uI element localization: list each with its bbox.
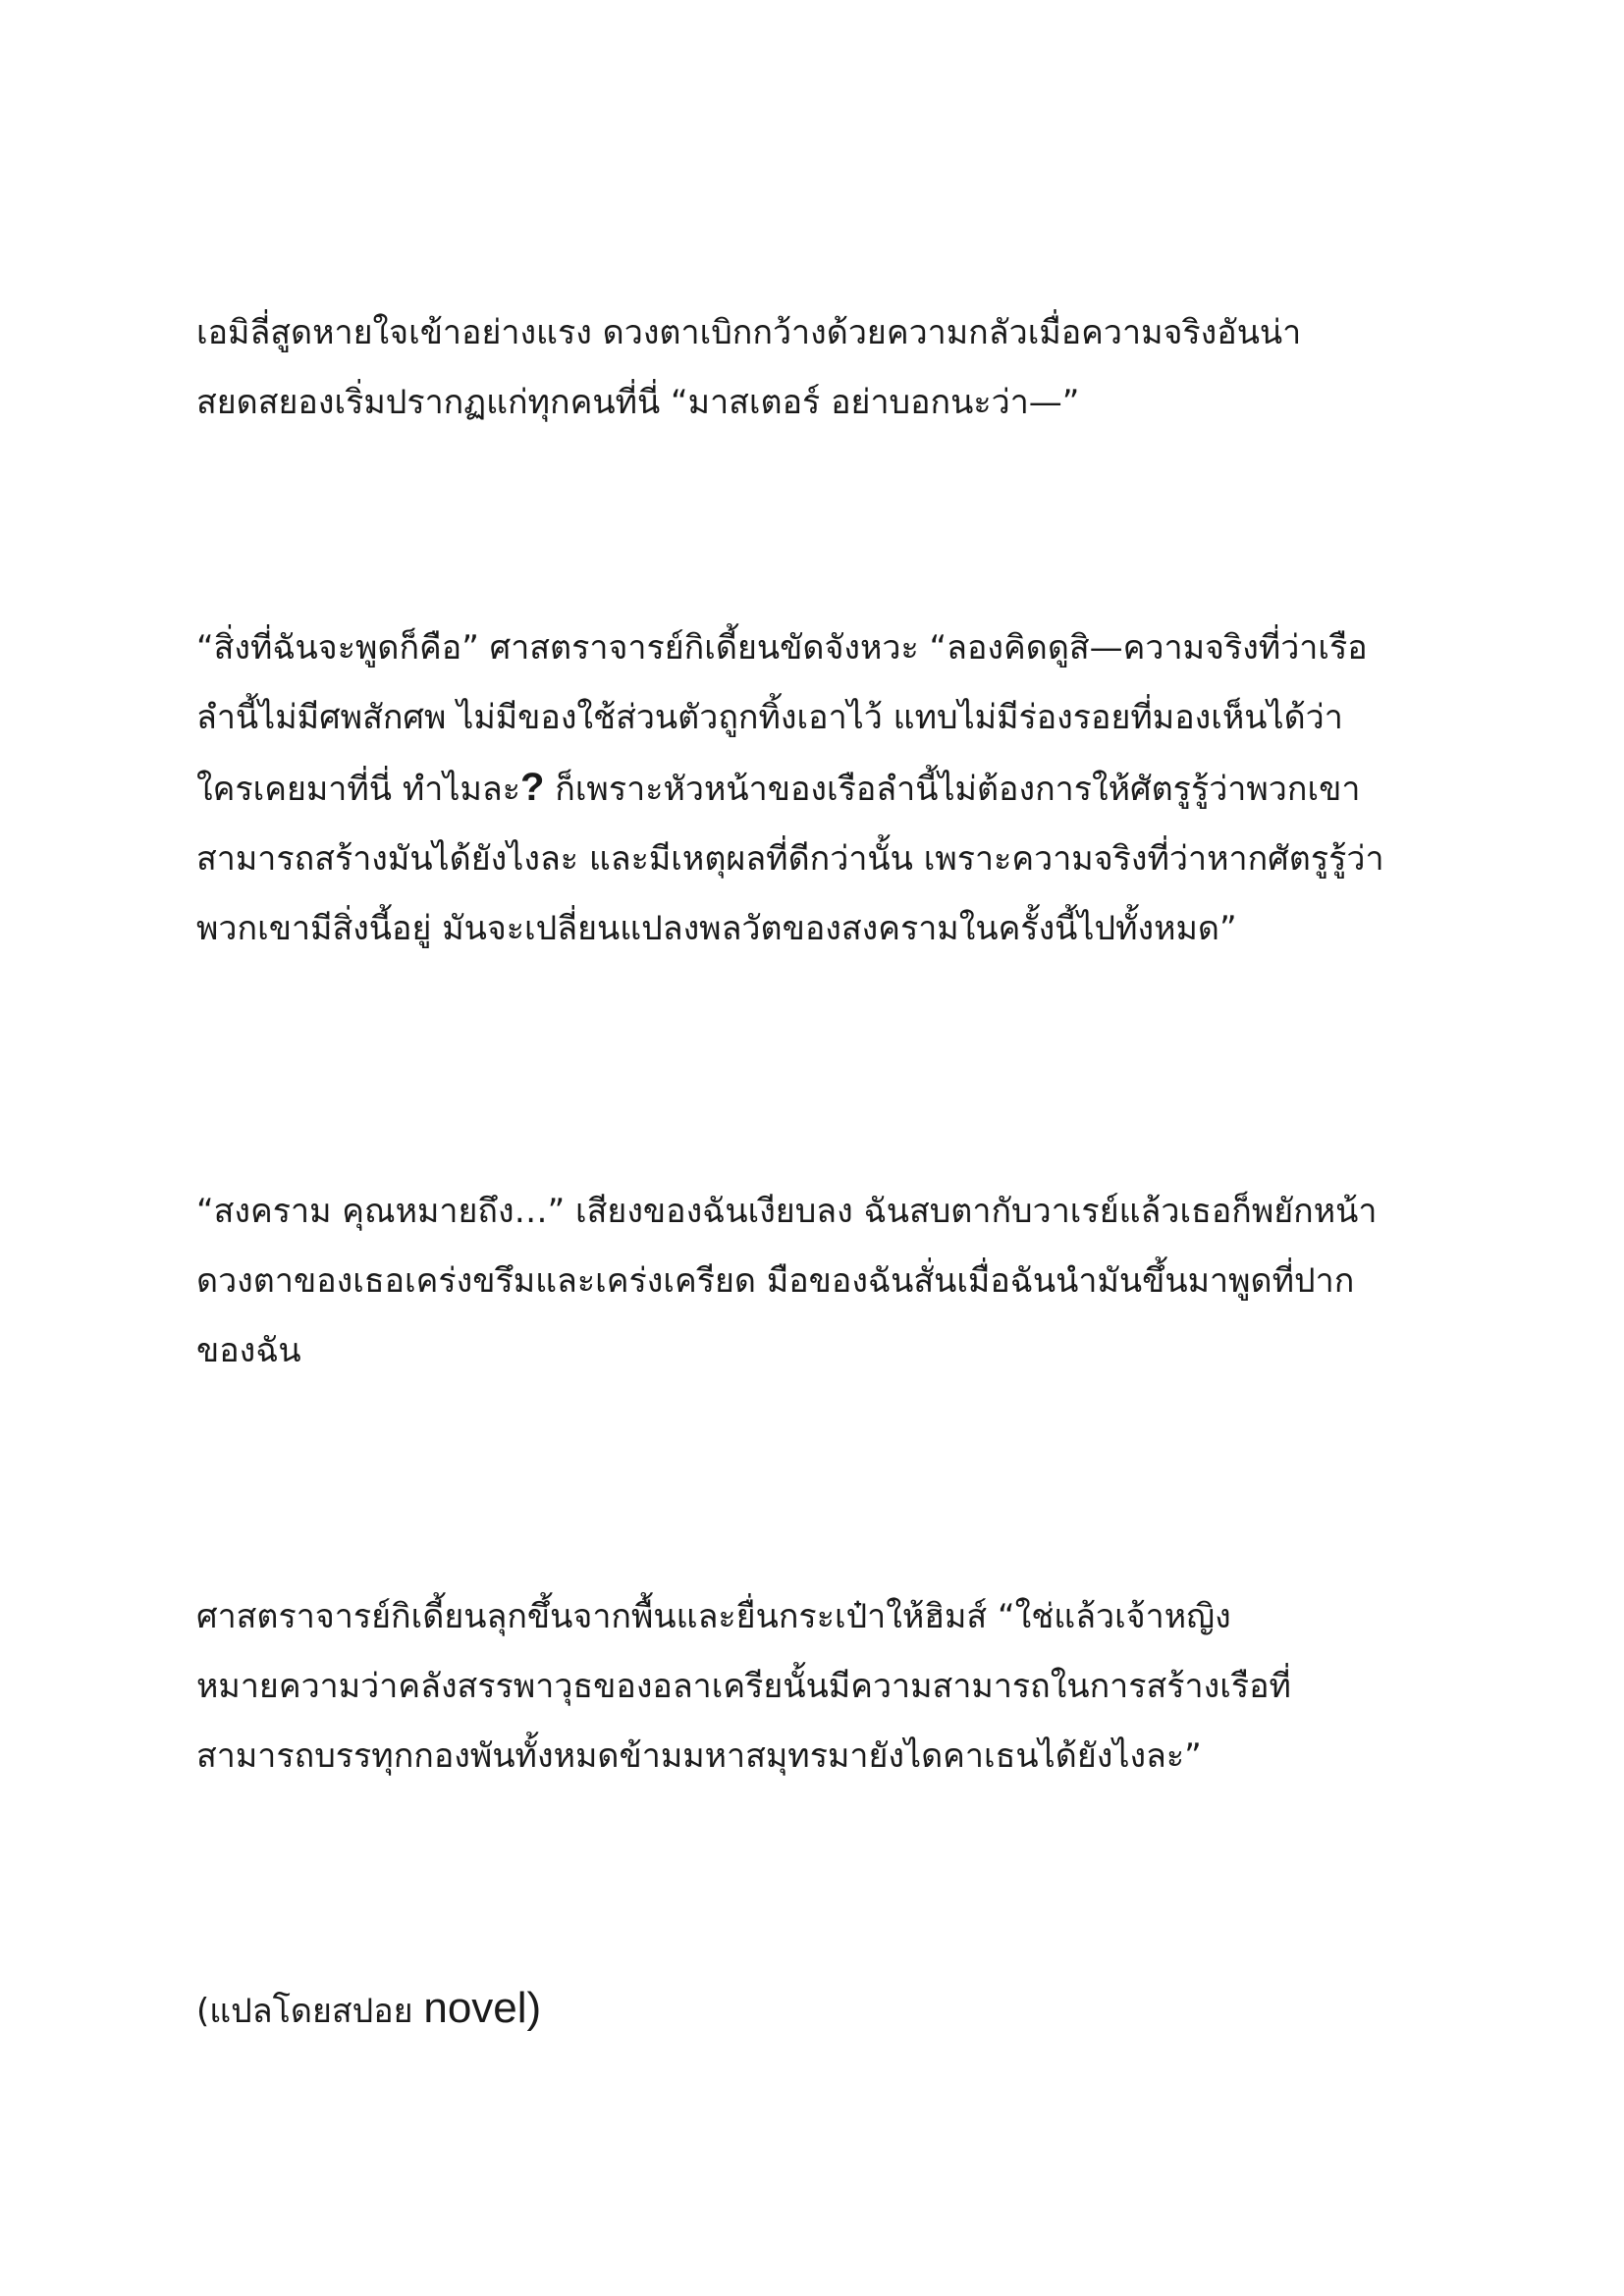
paragraph-4: [196, 1582, 1463, 1791]
paragraph-3: [196, 1177, 1463, 1386]
paragraph-4-line-3: สามารถบรรทุกกองพันทั้งหมดข้ามมหาสมุทรมายังไดคาเธนได้ยังไงละ”: [196, 1736, 1202, 1776]
paragraph-3-line-2: ดวงตาของเธอเคร่งขรึมและเคร่งเครียด มือของฉันสั่นเมื่อฉันนำมันขึ้นมาพูดที่ปาก: [196, 1261, 1355, 1301]
translator-credit-prefix: (แปลโดยสปอย: [196, 1992, 424, 2031]
question-mark: ?: [519, 766, 545, 809]
paragraph-2: [196, 614, 1463, 964]
paragraph-4-line-2: หมายความว่าคลังสรรพาวุธของอลาเครียนั้นมีความสามารถในการสร้างเรือที่: [196, 1667, 1291, 1706]
paragraph-2-line-5: พวกเขามีสิ่งนี้อยู่ มันจะเปลี่ยนแปลงพลวัตของสงครามในครั้งนี้ไปทั้งหมด”: [196, 909, 1237, 948]
translator-credit-line: [196, 1973, 1463, 2047]
paragraph-2-line-3: [196, 753, 1463, 825]
paragraph-3-line-1: “สงคราม คุณหมายถึง…” เสียงของฉันเงียบลง ฉันสบตากับวาเรย์แล้วเธอก็พยักหน้า: [196, 1192, 1378, 1231]
paragraph-1-line-2: สยดสยองเริ่มปรากฏแก่ทุกคนที่นี่ “มาสเตอร์ อย่าบอกนะว่า—”: [196, 383, 1080, 422]
paragraph-2-line-2: ลำนี้ไม่มีศพสักศพ ไม่มีของใช้ส่วนตัวถูกทิ้งเอาไว้ แทบไม่มีร่องรอยที่มองเห็นได้ว่า: [196, 698, 1343, 737]
paragraph-1-line-1: เอมิลี่สูดหายใจเข้าอย่างแรง ดวงตาเบิกกว้างด้วยความกลัวเมื่อความจริงอันน่า: [196, 313, 1302, 352]
translator-credit-novel: novel): [423, 1984, 542, 2032]
paragraph-2-line-3-head: ใครเคยมาที่นี่ ทำไมละ: [196, 770, 520, 809]
paragraph-4-line-1: ศาสตราจารย์กิเดี้ยนลุกขึ้นจากพื้นและยื่นกระเป๋าให้ฮิมส์ “ใช่แล้วเจ้าหญิง: [196, 1597, 1231, 1636]
paragraph-2-line-4: สามารถสร้างมันได้ยังไงละ และมีเหตุผลที่ดีกว่านั้น เพราะความจริงที่ว่าหากศัตรูรู้ว่า: [196, 839, 1384, 879]
paragraph-2-line-3-tail: ก็เพราะหัวหน้าของเรือลำนี้ไม่ต้องการให้ศัตรูรู้ว่าพวกเขา: [544, 770, 1361, 809]
translator-credit: [196, 1973, 1463, 2047]
paragraph-3-line-3: ของฉัน: [196, 1331, 301, 1370]
paragraph-2-line-1: “สิ่งที่ฉันจะพูดก็คือ” ศาสตราจารย์กิเดี้ยนขัดจังหวะ “ลองคิดดูสิ—ความจริงที่ว่าเรือ: [196, 628, 1368, 667]
paragraph-1: [196, 298, 1463, 438]
